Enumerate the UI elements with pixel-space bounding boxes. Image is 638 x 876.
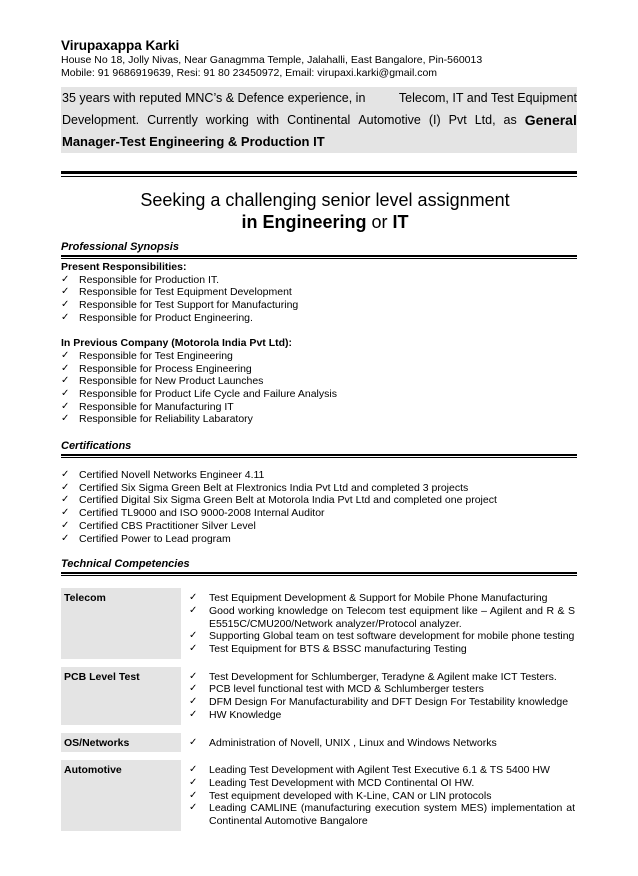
list-item-text: Responsible for Test Equipment Development xyxy=(79,286,292,299)
competencies-table xyxy=(61,588,577,831)
check-icon: ✓ xyxy=(61,387,70,399)
list-item xyxy=(189,737,575,750)
check-icon: ✓ xyxy=(61,494,70,506)
competency-label: Automotive xyxy=(61,760,181,831)
contact-line: Mobile: 91 9686919639, Resi: 91 80 23450972, Email: virupaxi.karki@gmail.com xyxy=(61,66,438,79)
section-title-competencies: Technical Competencies xyxy=(61,558,190,571)
list-item xyxy=(189,790,575,803)
list-item-text: DFM Design For Manufacturability and DFT Design For Testability knowledge xyxy=(209,696,569,709)
check-icon: ✓ xyxy=(189,643,198,655)
list-item xyxy=(61,375,577,388)
list-item-text: Supporting Global team on test software development for mobile phone testing xyxy=(209,630,575,643)
list-item xyxy=(189,683,575,696)
check-icon: ✓ xyxy=(189,776,198,788)
check-icon: ✓ xyxy=(61,532,70,544)
summary-word: (I) xyxy=(428,113,441,127)
summary-word: Continental xyxy=(287,113,351,127)
check-icon: ✓ xyxy=(189,670,198,682)
section-rule xyxy=(61,572,577,574)
summary-word: Development. xyxy=(62,113,140,127)
objective-headline xyxy=(61,189,577,233)
list-item-text: Certified Power to Lead program xyxy=(79,532,231,545)
summary-word: Automotive xyxy=(358,113,421,127)
summary-box xyxy=(61,87,577,153)
list-item xyxy=(189,671,575,684)
section-title-synopsis: Professional Synopsis xyxy=(61,241,179,253)
check-icon: ✓ xyxy=(189,630,198,642)
check-icon: ✓ xyxy=(189,683,198,695)
list-item xyxy=(61,274,577,287)
list-item xyxy=(189,777,575,790)
divider-thin xyxy=(61,176,577,177)
list-item xyxy=(61,286,577,299)
objective-bold-1: in Engineering xyxy=(241,212,367,232)
list-item xyxy=(61,388,577,401)
list-item-text: Test equipment developed with K-Line, CAN or LIN protocols xyxy=(209,789,492,802)
list-item xyxy=(61,401,577,414)
list-item xyxy=(61,363,577,376)
present-responsibilities-list xyxy=(61,274,577,325)
list-item xyxy=(189,802,575,827)
check-icon: ✓ xyxy=(61,469,70,481)
summary-word-bold: General xyxy=(524,112,577,128)
list-item-text: Responsible for Test Engineering xyxy=(79,349,233,362)
list-item-text: Responsible for Manufacturing IT xyxy=(79,400,234,413)
table-row xyxy=(61,733,577,753)
section-rule xyxy=(61,255,577,257)
list-item-text: Administration of Novell, UNIX , Linux and Windows Networks xyxy=(209,736,497,749)
check-icon: ✓ xyxy=(61,311,70,323)
certifications-list xyxy=(61,469,577,545)
summary-line-3: Manager-Test Engineering & Production IT xyxy=(62,134,325,149)
column-gap xyxy=(181,733,189,753)
list-item-text: Leading CAMLINE (manufacturing execution system MES) implementation at Continental Automotive Bangalore xyxy=(209,802,575,828)
check-icon: ✓ xyxy=(61,298,70,310)
list-item xyxy=(189,696,575,709)
competency-details xyxy=(189,667,577,725)
present-responsibilities-title: Present Responsibilities: xyxy=(61,261,187,273)
list-item-text: Certified CBS Practitioner Silver Level xyxy=(79,519,256,532)
column-gap xyxy=(181,760,189,831)
table-spacer xyxy=(61,659,577,667)
competency-label: PCB Level Test xyxy=(61,667,181,725)
previous-company-title: In Previous Company (Motorola India Pvt Ltd): xyxy=(61,337,293,350)
objective-line-1: Seeking a challenging senior level assignment xyxy=(140,190,510,210)
summary-word: Ltd, xyxy=(474,113,496,127)
check-icon: ✓ xyxy=(61,286,70,298)
section-rule-thin xyxy=(61,258,577,259)
address-line: House No 18, Jolly Nivas, Near Ganagmma Temple, Jalahalli, East Bangalore, Pin-560013 xyxy=(61,54,483,66)
list-item xyxy=(61,312,577,325)
list-item-text: Responsible for Test Support for Manufacturing xyxy=(79,298,299,311)
list-item xyxy=(189,709,575,722)
competency-details xyxy=(189,588,577,659)
previous-responsibilities-list xyxy=(61,350,577,426)
table-row xyxy=(61,667,577,725)
list-item xyxy=(189,764,575,777)
list-item-text: Test Equipment Development & Support for Mobile Phone Manufacturing xyxy=(209,592,548,605)
section-rule-thin xyxy=(61,575,577,576)
spacer xyxy=(61,458,577,469)
competency-list xyxy=(189,764,575,828)
competency-label: Telecom xyxy=(61,588,181,659)
check-icon: ✓ xyxy=(61,413,70,425)
list-item xyxy=(61,494,577,507)
check-icon: ✓ xyxy=(189,696,198,708)
list-item-text: PCB level functional test with MCD & Schlumberger testers xyxy=(209,683,484,696)
check-icon: ✓ xyxy=(189,592,198,604)
summary-line-2 xyxy=(62,109,577,131)
list-item-text: Certified Novell Networks Engineer 4.11 xyxy=(79,469,265,482)
check-icon: ✓ xyxy=(189,736,198,748)
list-item-text: Test Equipment for BTS & BSSC manufacturing Testing xyxy=(209,643,467,656)
list-item xyxy=(61,469,577,482)
list-item-text: Leading Test Development with Agilent Test Executive 6.1 & TS 5400 HW xyxy=(209,764,550,777)
competency-list xyxy=(189,592,575,656)
list-item xyxy=(189,605,575,630)
check-icon: ✓ xyxy=(61,481,70,493)
column-gap xyxy=(181,667,189,725)
list-item-text: Responsible for Reliability Labaratory xyxy=(79,413,253,426)
summary-word: as xyxy=(503,113,517,127)
table-spacer xyxy=(61,752,577,760)
spacer xyxy=(61,324,577,335)
list-item-text: Responsible for Product Engineering. xyxy=(79,311,253,324)
competency-list xyxy=(189,737,575,750)
list-item-text: Responsible for Production IT. xyxy=(79,273,220,286)
table-row xyxy=(61,588,577,659)
resume-page xyxy=(61,38,577,831)
summary-word: Pvt xyxy=(448,113,467,127)
objective-line-2 xyxy=(73,211,577,233)
list-item xyxy=(61,520,577,533)
summary-word: Currently xyxy=(147,113,198,127)
list-item-text: Certified Digital Six Sigma Green Belt at Motorola India Pvt Ltd and completed one project xyxy=(79,494,497,507)
objective-bold-2: IT xyxy=(392,212,409,232)
summary-word: working xyxy=(205,113,249,127)
list-item xyxy=(61,413,577,426)
list-item xyxy=(189,643,575,656)
divider-thick xyxy=(61,171,577,174)
list-item-text: Certified Six Sigma Green Belt at Flextronics India Pvt Ltd and completed 3 projects xyxy=(79,481,469,494)
list-item-text: Leading Test Development with MCD Continental OI HW. xyxy=(209,776,475,789)
check-icon: ✓ xyxy=(189,708,198,720)
check-icon: ✓ xyxy=(189,789,198,801)
list-item xyxy=(61,482,577,495)
list-item xyxy=(189,630,575,643)
check-icon: ✓ xyxy=(61,349,70,361)
check-icon: ✓ xyxy=(189,802,198,814)
check-icon: ✓ xyxy=(61,519,70,531)
summary-word: with xyxy=(256,113,280,127)
list-item-text: Responsible for New Product Launches xyxy=(79,375,264,388)
list-item-text: Responsible for Process Engineering xyxy=(79,362,252,375)
list-item-text: Responsible for Product Life Cycle and Failure Analysis xyxy=(79,387,337,400)
check-icon: ✓ xyxy=(189,764,198,776)
competency-details xyxy=(189,760,577,831)
list-item xyxy=(189,592,575,605)
list-item-text: Test Development for Schlumberger, Teradyne & Agilent make ICT Testers. xyxy=(209,670,557,683)
objective-or: or xyxy=(371,212,388,232)
competency-details xyxy=(189,733,577,753)
check-icon: ✓ xyxy=(61,400,70,412)
list-item xyxy=(61,533,577,546)
list-item-text: Certified TL9000 and ISO 9000-2008 Internal Auditor xyxy=(79,507,325,520)
check-icon: ✓ xyxy=(61,507,70,519)
check-icon: ✓ xyxy=(189,604,198,616)
summary-line-1-right: Telecom, IT and Test Equipment xyxy=(398,91,577,105)
check-icon: ✓ xyxy=(61,362,70,374)
list-item xyxy=(61,350,577,363)
column-gap xyxy=(181,588,189,659)
list-item-text: Good working knowledge on Telecom test equipment like – Agilent and R & S E5515C/CMU200/Network analyzer/Protocol analyzer. xyxy=(209,604,575,630)
list-item xyxy=(61,507,577,520)
competency-list xyxy=(189,671,575,722)
section-title-certifications: Certifications xyxy=(61,440,132,453)
competency-label: OS/Networks xyxy=(61,733,181,753)
candidate-name: Virupaxappa Karki xyxy=(61,38,180,53)
list-item-text: HW Knowledge xyxy=(209,708,282,721)
summary-line-1-left: 35 years with reputed MNC’s & Defence experience, in xyxy=(62,91,366,105)
table-row xyxy=(61,760,577,831)
check-icon: ✓ xyxy=(61,273,70,285)
summary-line-1 xyxy=(62,87,577,109)
table-spacer xyxy=(61,725,577,733)
list-item xyxy=(61,299,577,312)
section-rule xyxy=(61,454,577,456)
check-icon: ✓ xyxy=(61,375,70,387)
